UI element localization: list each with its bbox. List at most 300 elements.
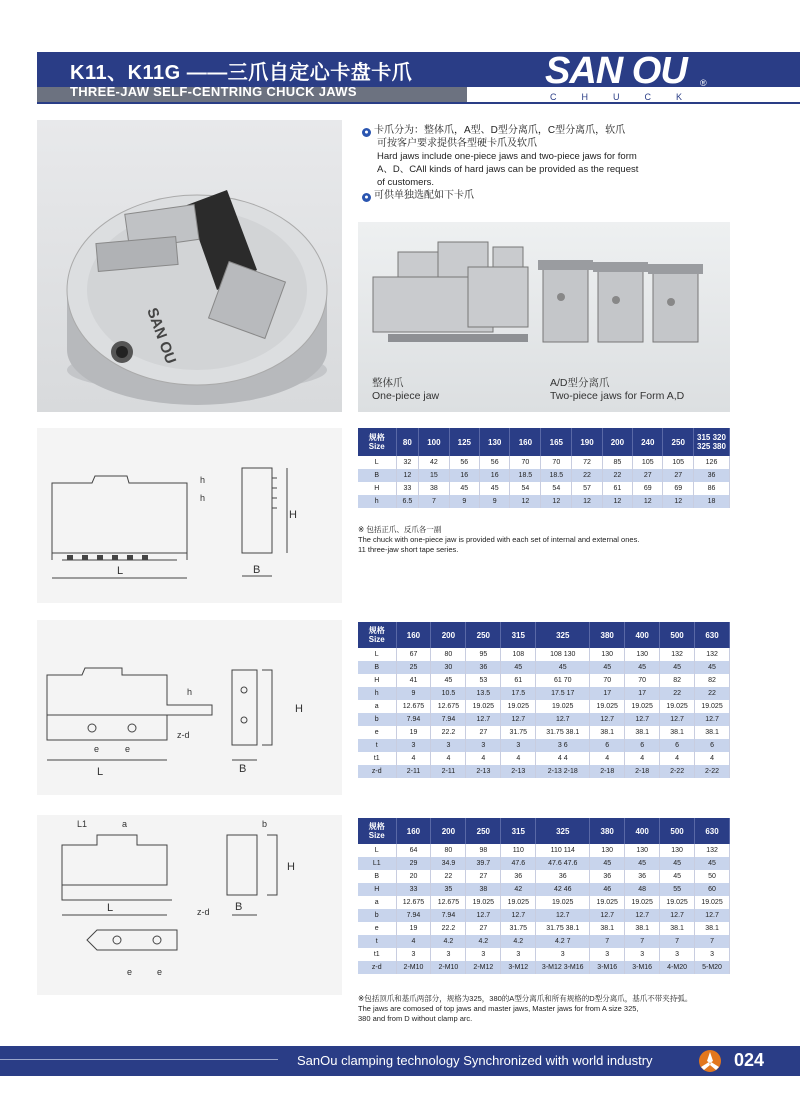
table1-col: 315 320 325 380 — [694, 428, 730, 456]
table-cell: 4-M20 — [660, 961, 695, 974]
table-cell: 3-M12 — [501, 961, 536, 974]
table-cell: 12 — [396, 469, 419, 482]
table-cell: 12.7 — [501, 713, 536, 726]
bullet-icon: ● — [362, 193, 371, 202]
row-label: L1 — [358, 857, 396, 870]
svg-text:h: h — [187, 687, 193, 697]
table-cell: 12 — [541, 495, 572, 508]
svg-text:b: b — [262, 819, 268, 829]
table-cell: 2-13 — [501, 765, 536, 778]
table-cell: 33 — [396, 482, 419, 495]
table-cell: 27 — [466, 870, 501, 883]
table3-note-en1: The jaws are comosed of top jaws and master jaws, Master jaws for from A size 325, — [358, 1004, 639, 1013]
table-cell: 17 — [590, 687, 625, 700]
table1-header-en: Size — [368, 442, 385, 451]
table-cell: 45 — [625, 661, 660, 674]
table-cell: 16 — [480, 469, 510, 482]
table-cell: 54 — [541, 482, 572, 495]
bullet-icon: ● — [362, 128, 371, 137]
table-cell: 2-M12 — [466, 961, 501, 974]
two-piece-detail-drawing — [37, 815, 342, 995]
table-cell: 2-13 — [466, 765, 501, 778]
chuck-photo — [37, 120, 342, 412]
table-cell: 12 — [633, 495, 663, 508]
table-cell: 12.7 — [625, 909, 660, 922]
table-cell: 19.025 — [536, 700, 590, 713]
table-row — [358, 961, 730, 974]
table-cell: 27 — [663, 469, 694, 482]
table3-header-en: Size — [368, 831, 385, 840]
table-cell: 6 — [625, 739, 660, 752]
table3-col: 380 — [590, 818, 625, 844]
table-cell: 7.94 — [431, 713, 466, 726]
table-cell: 45 — [449, 482, 479, 495]
table-cell: 3 — [625, 948, 660, 961]
svg-text:e: e — [125, 744, 131, 754]
row-label: z-d — [358, 961, 396, 974]
table-cell: 31.75 38.1 — [536, 726, 590, 739]
table-cell: 4 — [396, 752, 431, 765]
table2-col: 325 — [536, 622, 590, 648]
svg-text:h: h — [200, 475, 206, 485]
table-cell: 7 — [590, 935, 625, 948]
table-cell: 12.7 — [466, 713, 501, 726]
table-row — [358, 752, 730, 765]
svg-text:z-d: z-d — [177, 730, 190, 740]
table-cell: 22 — [660, 687, 695, 700]
table-cell: 53 — [466, 674, 501, 687]
table-cell: 6.5 — [396, 495, 419, 508]
table-cell: 3-M16 — [590, 961, 625, 974]
table-cell: 48 — [625, 883, 660, 896]
table-cell: 4 4 — [536, 752, 590, 765]
table-cell: 64 — [396, 844, 431, 857]
table-row — [358, 456, 730, 469]
table-cell: 19.025 — [590, 700, 625, 713]
page-subtitle: THREE-JAW SELF-CENTRING CHUCK JAWS — [70, 84, 357, 99]
table-cell: 2-13 2-18 — [536, 765, 590, 778]
svg-text:h: h — [200, 493, 206, 503]
table-row — [358, 857, 730, 870]
table-cell: 12.7 — [501, 909, 536, 922]
table-cell: 45 — [590, 661, 625, 674]
brand-logo: SAN OU — [545, 50, 687, 92]
table-cell: 2-11 — [431, 765, 466, 778]
table3-col: 400 — [625, 818, 660, 844]
row-label: t — [358, 935, 396, 948]
table-cell: 38.1 — [695, 922, 730, 935]
table1-header-size — [358, 428, 396, 456]
table-cell: 7.94 — [396, 713, 431, 726]
table-cell: 132 — [695, 844, 730, 857]
table-cell: 2-11 — [396, 765, 431, 778]
table-cell: 69 — [633, 482, 663, 495]
table-row — [358, 469, 730, 482]
table-cell: 105 — [663, 456, 694, 469]
table3-col: 160 — [396, 818, 431, 844]
table-cell: 2-22 — [660, 765, 695, 778]
table3-col: 630 — [695, 818, 730, 844]
table-cell: 12.7 — [695, 909, 730, 922]
table-cell: 13.5 — [466, 687, 501, 700]
table-cell: 16 — [449, 469, 479, 482]
table2-col: 315 — [501, 622, 536, 648]
table-cell: 10.5 — [431, 687, 466, 700]
table-row — [358, 909, 730, 922]
svg-text:L: L — [97, 766, 104, 778]
row-label: b — [358, 909, 396, 922]
table-cell: 20 — [396, 870, 431, 883]
footer-logo-icon — [697, 1049, 723, 1073]
table-cell: 36 — [536, 870, 590, 883]
table-cell: 82 — [695, 674, 730, 687]
table-row — [358, 482, 730, 495]
table-cell: 95 — [466, 648, 501, 661]
table-cell: 36 — [466, 661, 501, 674]
row-label: b — [358, 713, 396, 726]
table-cell: 19.025 — [660, 896, 695, 909]
table-cell: 12.7 — [590, 909, 625, 922]
table-cell: 4 — [501, 752, 536, 765]
table-cell: 70 — [590, 674, 625, 687]
table-cell: 19.025 — [695, 700, 730, 713]
table-cell: 3-M16 — [625, 961, 660, 974]
table-cell: 50 — [695, 870, 730, 883]
svg-text:z-d: z-d — [197, 907, 210, 917]
table-cell: 22.2 — [431, 726, 466, 739]
table-cell: 18.5 — [541, 469, 572, 482]
table3-note — [358, 994, 758, 1024]
table-cell: 130 — [660, 844, 695, 857]
table-cell: 22 — [431, 870, 466, 883]
table3-header-cn: 规格 — [368, 822, 385, 831]
table-cell: 12.675 — [431, 700, 466, 713]
table3-note-en2: 380 and from D without clamp arc. — [358, 1014, 473, 1023]
table-cell: 17.5 17 — [536, 687, 590, 700]
table-cell: 32 — [396, 456, 419, 469]
two-piece-caption-en: Two-piece jaws for Form A,D — [550, 390, 685, 402]
row-label: a — [358, 896, 396, 909]
table-cell: 2-M10 — [431, 961, 466, 974]
table-cell: 19.025 — [625, 700, 660, 713]
table-cell: 12.7 — [536, 909, 590, 922]
table-cell: 19.025 — [466, 896, 501, 909]
table-cell: 46 — [590, 883, 625, 896]
row-label: B — [358, 469, 396, 482]
table-cell: 27 — [466, 726, 501, 739]
table-cell: 7.94 — [396, 909, 431, 922]
table-cell: 3 — [695, 948, 730, 961]
table-cell: 33 — [396, 883, 431, 896]
table1-col: 160 — [510, 428, 541, 456]
row-label: L — [358, 648, 396, 661]
table-cell: 126 — [694, 456, 730, 469]
table-cell: 2-18 — [590, 765, 625, 778]
logo-registered-mark: ® — [700, 78, 707, 88]
table-row — [358, 661, 730, 674]
note-line-5: of customers. — [377, 177, 435, 188]
row-label: h — [358, 495, 396, 508]
svg-text:e: e — [94, 744, 100, 754]
table-cell: 12 — [663, 495, 694, 508]
row-label: e — [358, 726, 396, 739]
table-row — [358, 922, 730, 935]
one-piece-caption — [372, 377, 439, 403]
svg-text:H: H — [289, 509, 297, 521]
table2-col: 250 — [466, 622, 501, 648]
row-label: L — [358, 844, 396, 857]
table-cell: 36 — [625, 870, 660, 883]
table-cell: 7 — [695, 935, 730, 948]
table-cell: 3-M12 3-M16 — [536, 961, 590, 974]
note-line-3: Hard jaws include one-piece jaws and two-piece jaws for form — [377, 151, 637, 162]
table2-header-en: Size — [368, 635, 385, 644]
table-row — [358, 739, 730, 752]
table-cell: 31.75 38.1 — [536, 922, 590, 935]
table-cell: 110 114 — [536, 844, 590, 857]
table-cell: 45 — [431, 674, 466, 687]
table-cell: 34.9 — [431, 857, 466, 870]
table-cell: 12.675 — [396, 700, 431, 713]
table-cell: 12 — [602, 495, 632, 508]
table-cell: 39.7 — [466, 857, 501, 870]
table-row — [358, 648, 730, 661]
table-cell: 9 — [396, 687, 431, 700]
table-row — [358, 844, 730, 857]
table-cell: 45 — [625, 857, 660, 870]
table-row — [358, 713, 730, 726]
table-cell: 25 — [396, 661, 431, 674]
table-cell: 5-M20 — [695, 961, 730, 974]
table-cell: 12.675 — [431, 896, 466, 909]
table-cell: 69 — [663, 482, 694, 495]
table-cell: 4.2 7 — [536, 935, 590, 948]
table-cell: 19 — [396, 726, 431, 739]
row-label: H — [358, 883, 396, 896]
table-cell: 56 — [449, 456, 479, 469]
table-row — [358, 935, 730, 948]
table-cell: 19.025 — [695, 896, 730, 909]
table-cell: 31.75 — [501, 726, 536, 739]
table-cell: 108 130 — [536, 648, 590, 661]
note-line-2: 可按客户要求提供各型硬卡爪及软爪 — [377, 138, 537, 149]
page-title: K11、K11G ——三爪自定心卡盘卡爪 — [70, 62, 413, 84]
table3-col: 315 — [501, 818, 536, 844]
table-cell: 2-M10 — [396, 961, 431, 974]
table-cell: 18.5 — [510, 469, 541, 482]
table-cell: 130 — [590, 844, 625, 857]
row-label: e — [358, 922, 396, 935]
one-piece-jaws-table — [358, 428, 730, 508]
table-cell: 4 — [431, 752, 466, 765]
table-cell: 4 — [660, 752, 695, 765]
table-cell: 35 — [431, 883, 466, 896]
table-cell: 7.94 — [431, 909, 466, 922]
svg-text:e: e — [157, 967, 163, 977]
table-cell: 38.1 — [625, 726, 660, 739]
table-cell: 3 — [396, 948, 431, 961]
table-cell: 36 — [501, 870, 536, 883]
table1-col: 80 — [396, 428, 419, 456]
table-cell: 22 — [572, 469, 602, 482]
table-cell: 130 — [625, 844, 660, 857]
table-cell: 110 — [501, 844, 536, 857]
table-cell: 4 — [396, 935, 431, 948]
table-cell: 60 — [695, 883, 730, 896]
table-cell: 12.675 — [396, 896, 431, 909]
table-cell: 3 — [501, 948, 536, 961]
row-label: t — [358, 739, 396, 752]
table-cell: 3 — [660, 948, 695, 961]
table-cell: 2-18 — [625, 765, 660, 778]
table-cell: 7 — [419, 495, 449, 508]
table-cell: 132 — [660, 648, 695, 661]
table-cell: 45 — [660, 857, 695, 870]
row-label: z-d — [358, 765, 396, 778]
table1-note-en1: The chuck with one-piece jaw is provided with each set of internal and external ones. — [358, 535, 640, 544]
svg-text:e: e — [127, 967, 133, 977]
two-piece-detail-table — [358, 818, 730, 974]
row-label: t1 — [358, 948, 396, 961]
table-cell: 3 — [431, 948, 466, 961]
table-cell: 4 — [695, 752, 730, 765]
table2-col: 200 — [431, 622, 466, 648]
one-piece-drawing — [37, 428, 342, 603]
table-row — [358, 883, 730, 896]
table-cell: 19.025 — [466, 700, 501, 713]
table-cell: 15 — [419, 469, 449, 482]
table-cell: 36 — [694, 469, 730, 482]
table-cell: 130 — [590, 648, 625, 661]
table-cell: 22.2 — [431, 922, 466, 935]
two-piece-drawing — [37, 620, 342, 795]
table-cell: 55 — [660, 883, 695, 896]
table-cell: 45 — [501, 661, 536, 674]
table-cell: 7 — [660, 935, 695, 948]
footer-rule — [0, 1059, 278, 1060]
table1-note-cn: ※ 包括正爪、反爪各一副 — [358, 525, 442, 534]
table-cell: 3 — [466, 948, 501, 961]
table-row — [358, 948, 730, 961]
table-cell: 3 — [431, 739, 466, 752]
table-cell: 38 — [466, 883, 501, 896]
svg-text:L: L — [107, 902, 114, 914]
row-label: B — [358, 870, 396, 883]
table-cell: 80 — [431, 648, 466, 661]
svg-text:B: B — [239, 763, 247, 775]
table2-header-size — [358, 622, 396, 648]
table-row — [358, 765, 730, 778]
table-cell: 12.7 — [536, 713, 590, 726]
table-cell: 45 — [695, 857, 730, 870]
table-cell: 80 — [431, 844, 466, 857]
table-cell: 12.7 — [660, 909, 695, 922]
two-piece-jaws-table — [358, 622, 730, 778]
svg-text:H: H — [287, 861, 295, 873]
table3-col: 325 — [536, 818, 590, 844]
table-cell: 70 — [625, 674, 660, 687]
one-piece-caption-en: One-piece jaw — [372, 390, 440, 402]
svg-text:B: B — [235, 901, 243, 913]
table-cell: 12.7 — [660, 713, 695, 726]
table-cell: 57 — [572, 482, 602, 495]
table-cell: 19.025 — [501, 700, 536, 713]
table-cell: 17.5 — [501, 687, 536, 700]
table-cell: 6 — [590, 739, 625, 752]
table-cell: 19.025 — [660, 700, 695, 713]
table-cell: 2-22 — [695, 765, 730, 778]
table-cell: 108 — [501, 648, 536, 661]
svg-text:a: a — [122, 819, 128, 829]
table1-col: 130 — [480, 428, 510, 456]
svg-text:L1: L1 — [77, 819, 88, 829]
table-cell: 45 — [660, 870, 695, 883]
table-cell: 4 — [466, 752, 501, 765]
table-cell: 7 — [625, 935, 660, 948]
table3-header-size — [358, 818, 396, 844]
table-cell: 4.2 — [466, 935, 501, 948]
table-cell: 41 — [396, 674, 431, 687]
table2-col: 380 — [590, 622, 625, 648]
note-line-1: 卡爪分为：整体爪，A型、D型分离爪，C型分离爪，软爪 — [374, 125, 626, 136]
table-cell: 12 — [510, 495, 541, 508]
table-cell: 12.7 — [590, 713, 625, 726]
table1-col: 100 — [419, 428, 449, 456]
table-cell: 61 — [602, 482, 632, 495]
header-rule — [37, 102, 800, 104]
row-label: a — [358, 700, 396, 713]
table-cell: 4.2 — [431, 935, 466, 948]
table-cell: 27 — [466, 922, 501, 935]
table-cell: 132 — [695, 648, 730, 661]
table-cell: 98 — [466, 844, 501, 857]
table-cell: 56 — [480, 456, 510, 469]
table3-col: 500 — [660, 818, 695, 844]
table-cell: 30 — [431, 661, 466, 674]
table2-header-cn: 规格 — [368, 626, 385, 635]
logo-subtitle: CHUCK — [550, 92, 708, 102]
table-cell: 105 — [633, 456, 663, 469]
table-row — [358, 687, 730, 700]
table-cell: 31.75 — [501, 922, 536, 935]
table-cell: 12.7 — [695, 713, 730, 726]
table-cell: 54 — [510, 482, 541, 495]
table3-col: 200 — [431, 818, 466, 844]
table1-col: 250 — [663, 428, 694, 456]
table3-col: 250 — [466, 818, 501, 844]
table-cell: 45 — [660, 661, 695, 674]
two-piece-caption-cn: A/D型分离爪 — [550, 377, 610, 389]
table3-note-cn: ※包括顶爪和基爪两部分，规格为325，380的A型分离爪和所有规格的D型分离爪，基爪不带夹持弧。 — [358, 994, 693, 1003]
table-cell: 27 — [633, 469, 663, 482]
table-cell: 9 — [480, 495, 510, 508]
table-row — [358, 674, 730, 687]
note-line-6: 可供单独选配如下卡爪 — [374, 190, 474, 201]
table-cell: 3 — [590, 948, 625, 961]
note-line-4: A、D、CAll kinds of hard jaws can be provided as the request — [377, 164, 639, 175]
table-cell: 4 — [590, 752, 625, 765]
table-cell: 130 — [625, 648, 660, 661]
table-cell: 47.6 47.6 — [536, 857, 590, 870]
table-cell: 19.025 — [590, 896, 625, 909]
row-label: h — [358, 687, 396, 700]
table-cell: 70 — [541, 456, 572, 469]
table-cell: 45 — [480, 482, 510, 495]
table-cell: 86 — [694, 482, 730, 495]
table-cell: 12.7 — [625, 713, 660, 726]
one-piece-caption-cn: 整体爪 — [372, 377, 404, 389]
table-cell: 38.1 — [590, 726, 625, 739]
